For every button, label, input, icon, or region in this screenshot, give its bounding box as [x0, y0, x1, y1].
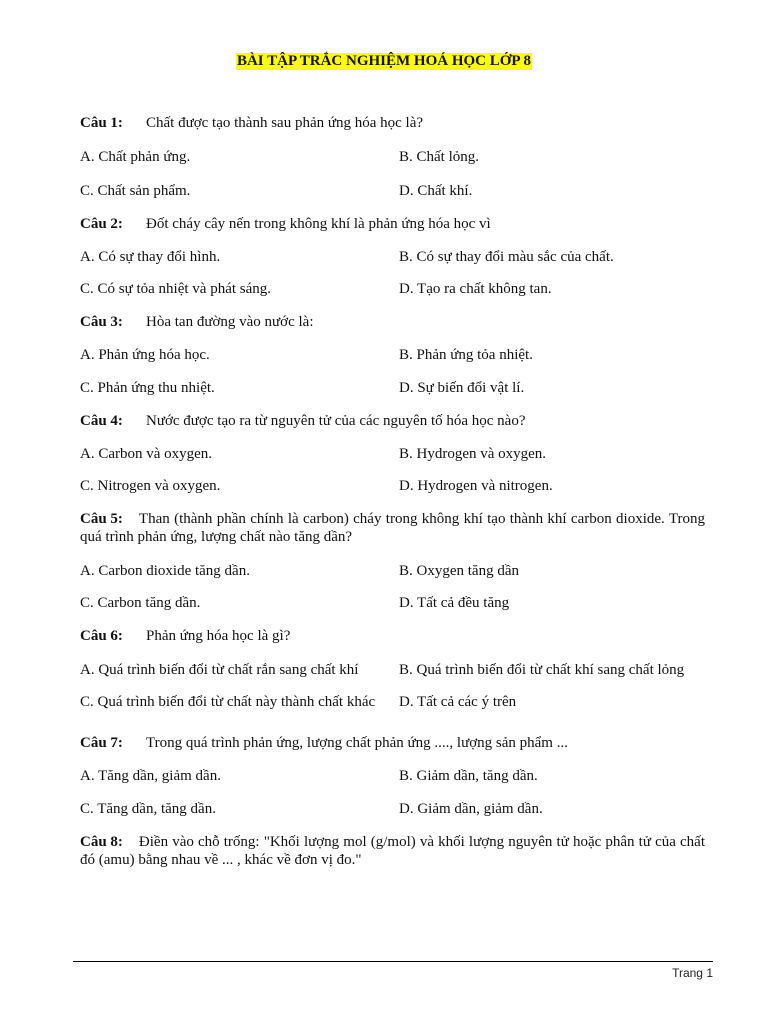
option-c: C. Nitrogen và oxygen. — [80, 478, 221, 494]
options — [80, 346, 705, 397]
question-text: Đốt cháy cây nến trong không khí là phản ứng hóa học vì — [146, 216, 491, 232]
options — [80, 767, 705, 818]
options — [80, 248, 705, 298]
option-d: D. Tất cả các ý trên — [399, 694, 517, 710]
question-4 — [80, 412, 705, 495]
option-d: D. Tất cả đều tăng — [399, 595, 510, 611]
question-stem — [80, 215, 705, 233]
question-label: Câu 1: — [80, 115, 123, 131]
question-label: Câu 3: — [80, 314, 123, 330]
option-a: A. Carbon dioxide tăng dần. — [80, 563, 250, 579]
question-3 — [80, 313, 705, 397]
question-text: Chất được tạo thành sau phản ứng hóa học là? — [146, 115, 424, 131]
page-title: BÀI TẬP TRẮC NGHIỆM HOÁ HỌC LỚP 8 — [236, 53, 532, 69]
page-number: Trang 1 — [672, 966, 713, 980]
question-stem — [80, 313, 705, 331]
question-2 — [80, 215, 705, 298]
option-a: A. Có sự thay đổi hình. — [80, 249, 221, 265]
question-text: Hòa tan đường vào nước là: — [146, 314, 314, 330]
question-text: Than (thành phần chính là carbon) cháy trong không khí tạo thành khí carbon dioxide. Trong quá trình phản ứng, lượng chất nào tăng dần? — [80, 511, 705, 545]
question-label: Câu 2: — [80, 216, 123, 232]
question-7 — [80, 734, 705, 818]
option-a: A. Carbon và oxygen. — [80, 446, 213, 462]
option-b: B. Oxygen tăng dần — [399, 563, 519, 579]
option-c: C. Chất sản phẩm. — [80, 183, 191, 199]
question-text: Nước được tạo ra từ nguyên tử của các nguyên tố hóa học nào? — [146, 413, 526, 429]
option-d: D. Giảm dần, giảm dần. — [399, 801, 543, 817]
option-a: A. Phản ứng hóa học. — [80, 347, 210, 363]
options — [80, 661, 705, 711]
option-a: A. Chất phản ứng. — [80, 149, 191, 165]
title-wrap — [0, 52, 768, 70]
question-8 — [80, 833, 705, 869]
option-b: B. Phản ứng tỏa nhiệt. — [399, 347, 533, 363]
option-c: C. Quá trình biến đổi từ chất này thành chất khác — [80, 694, 376, 710]
option-b: B. Có sự thay đổi màu sắc của chất. — [399, 249, 614, 265]
option-b: B. Quá trình biến đổi từ chất khí sang chất lỏng — [399, 662, 685, 678]
question-stem — [80, 510, 705, 546]
question-stem — [80, 734, 705, 752]
question-stem — [80, 412, 705, 430]
question-label: Câu 5: — [80, 511, 123, 527]
option-d: D. Chất khí. — [399, 183, 473, 199]
question-label: Câu 6: — [80, 628, 123, 644]
question-label: Câu 8: — [80, 834, 123, 850]
option-b: B. Chất lỏng. — [399, 149, 480, 165]
question-label: Câu 4: — [80, 413, 123, 429]
option-b: B. Hydrogen và oxygen. — [399, 446, 547, 462]
footer-divider — [73, 961, 713, 962]
question-1 — [80, 114, 705, 200]
option-c: C. Carbon tăng dần. — [80, 595, 201, 611]
option-c: C. Phản ứng thu nhiệt. — [80, 380, 215, 396]
option-d: D. Sự biến đổi vật lí. — [399, 380, 525, 396]
question-stem — [80, 114, 705, 132]
option-c: C. Tăng dần, tăng dần. — [80, 801, 216, 817]
option-a: A. Quá trình biến đổi từ chất rắn sang chất khí — [80, 662, 359, 678]
option-c: C. Có sự tỏa nhiệt và phát sáng. — [80, 281, 272, 297]
options — [80, 148, 705, 200]
question-6 — [80, 627, 705, 711]
options — [80, 562, 705, 612]
option-d: D. Hydrogen và nitrogen. — [399, 478, 553, 494]
question-5 — [80, 510, 705, 612]
question-label: Câu 7: — [80, 735, 123, 751]
option-b: B. Giảm dần, tăng dần. — [399, 768, 538, 784]
question-text: Phản ứng hóa học là gì? — [146, 628, 291, 644]
options — [80, 445, 705, 495]
option-a: A. Tăng dần, giảm dần. — [80, 768, 221, 784]
question-stem — [80, 833, 705, 869]
question-stem — [80, 627, 705, 645]
question-text: Điền vào chỗ trống: "Khối lượng mol (g/mol) và khối lượng nguyên tử hoặc phân tử của chất đó (amu) bằng nhau về ... , khác về đơn vị đo." — [80, 834, 705, 868]
option-d: D. Tạo ra chất không tan. — [399, 281, 552, 297]
question-list — [80, 106, 705, 869]
question-text: Trong quá trình phản ứng, lượng chất phản ứng ...., lượng sản phẩm ... — [146, 735, 568, 751]
